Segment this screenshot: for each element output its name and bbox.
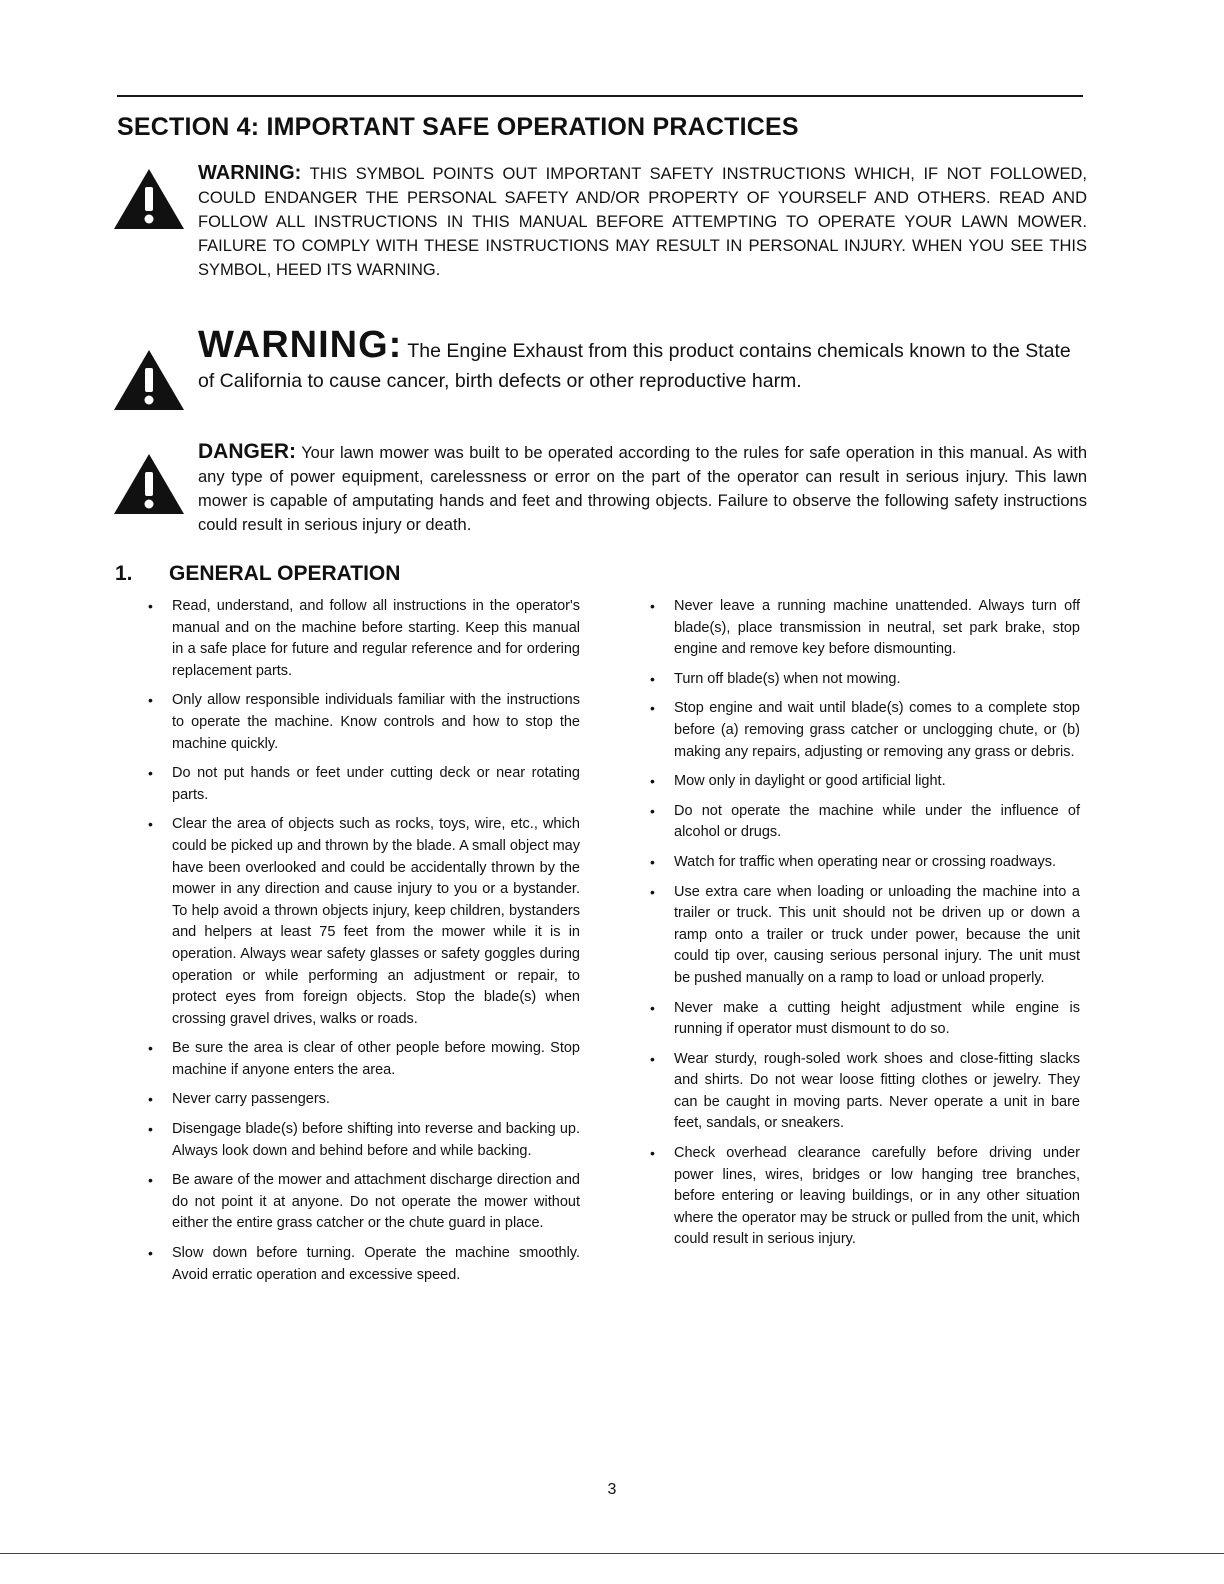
- list-item: [148, 1089, 580, 1111]
- list-item-text: Check overhead clearance carefully before driving under power lines, wires, bridges or low hanging tree branches, before entering or leaving buildings, or in any other situation where the operator may be struck or pulled from the unit, which could result in serious injury.: [674, 1145, 1080, 1248]
- bullet-icon: •: [148, 692, 153, 709]
- list-item: [650, 1143, 1080, 1251]
- list-item: [650, 698, 1080, 763]
- danger-alert: [112, 440, 1087, 537]
- bullet-icon: •: [148, 1121, 153, 1138]
- list-item-text: Disengage blade(s) before shifting into reverse and backing up. Always look down and behind before and while backing.: [172, 1121, 580, 1159]
- list-item: [650, 998, 1080, 1041]
- alert-text: [198, 440, 1087, 537]
- list-item: [148, 690, 580, 755]
- list-item: [650, 852, 1080, 874]
- bullet-icon: •: [148, 816, 153, 833]
- list-item-text: Be aware of the mower and attachment discharge direction and do not point it at anyone. Do not operate the mower without either the entire grass catcher or the chute guard in place.: [172, 1172, 580, 1232]
- bullet-icon: •: [650, 773, 655, 790]
- warning-triangle-icon: [112, 167, 186, 231]
- list-item-text: Only allow responsible individuals familiar with the instructions to operate the machine. Know controls and how to stop the machine quickly.: [172, 692, 580, 752]
- list-item-text: Clear the area of objects such as rocks, toys, wire, etc., which could be picked up and thrown by the blade. A small object may have been overlooked and could be accidentally thrown by the mower in any direction and cause injury to you or a bystander. To help avoid a thrown objects injury, keep children, bystanders and helpers at least 75 feet from the mower while it is in operation. Always wear safety glasses or safety goggles during operation or while performing an adjustment or repair, to protect eyes from foreign objects. Stop the blade(s) when crossing gravel drives, walks or roads.: [172, 816, 580, 1027]
- alert-text: [198, 161, 1087, 282]
- bullet-icon: •: [650, 700, 655, 717]
- list-item: [148, 1119, 580, 1162]
- alert-text: [198, 324, 1087, 396]
- page-number: 3: [607, 1481, 617, 1498]
- bullet-icon: •: [148, 1245, 153, 1262]
- bullet-icon: •: [650, 853, 655, 870]
- section-title: SECTION 4: IMPORTANT SAFE OPERATION PRACTICES: [117, 113, 799, 141]
- list-item: [650, 801, 1080, 844]
- list-item-text: Mow only in daylight or good artificial light.: [674, 773, 946, 790]
- bullet-icon: •: [650, 598, 655, 614]
- left-column-list: [148, 596, 580, 1294]
- bullet-icon: •: [650, 883, 655, 900]
- alert-label: WARNING:: [198, 324, 403, 366]
- alert-body: Your lawn mower was built to be operated according to the rules for safe operation in this manual. As with any type of power equipment, carelessness or error on the part of the operator can result in serious injury. This lawn mower is capable of amputating hands and feet and throwing objects. Failure to observe the following safety instructions could result in serious injury or death.: [198, 444, 1087, 534]
- list-item: [148, 1170, 580, 1235]
- list-item: [148, 814, 580, 1030]
- list-item-text: Never carry passengers.: [172, 1091, 330, 1108]
- warning-triangle-icon: [112, 452, 186, 516]
- warning-triangle-icon: [112, 348, 186, 412]
- bullet-icon: •: [650, 1050, 655, 1067]
- bullet-icon: •: [650, 802, 655, 819]
- bullet-icon: •: [148, 598, 153, 614]
- list-item-text: Slow down before turning. Operate the machine smoothly. Avoid erratic operation and excessive speed.: [172, 1245, 580, 1283]
- list-item-text: Use extra care when loading or unloading the machine into a trailer or truck. This unit should not be driven up or down a ramp onto a trailer or truck under power, because the unit could tip over, causing serious personal injury. The unit must be pushed manually on a ramp to load or unload properly.: [674, 883, 1080, 986]
- list-item-text: Be sure the area is clear of other people before mowing. Stop machine if anyone enters the area.: [172, 1040, 580, 1078]
- list-item-text: Never leave a running machine unattended. Always turn off blade(s), place transmission in neutral, set park brake, stop engine and remove key before dismounting.: [674, 598, 1080, 658]
- list-item: [650, 882, 1080, 990]
- list-item: [148, 763, 580, 806]
- general-operation-heading: [115, 562, 400, 586]
- bullet-icon: •: [148, 1091, 153, 1108]
- list-item: [650, 771, 1080, 793]
- list-item: [650, 1049, 1080, 1135]
- list-item-text: Wear sturdy, rough-soled work shoes and close-fitting slacks and shirts. Do not wear loose fitting clothes or jewelry. They can be caught in moving parts. Never operate a unit in bare feet, sandals, or sneakers.: [674, 1050, 1080, 1132]
- list-item: [148, 1243, 580, 1286]
- list-item-text: Stop engine and wait until blade(s) comes to a complete stop before (a) removing grass catcher or unclogging chute, or (b) making any repairs, adjusting or removing any grass or debris.: [674, 700, 1080, 760]
- bullet-icon: •: [650, 999, 655, 1016]
- bottom-rule: [0, 1553, 1224, 1554]
- list-item-text: Do not put hands or feet under cutting deck or near rotating parts.: [172, 765, 580, 803]
- warning-california-alert: [112, 324, 1087, 396]
- list-item: [148, 596, 580, 682]
- alert-label: WARNING:: [198, 162, 302, 184]
- list-item: [650, 669, 1080, 691]
- list-item-text: Do not operate the machine while under the influence of alcohol or drugs.: [674, 802, 1080, 841]
- list-item-text: Turn off blade(s) when not mowing.: [674, 670, 901, 687]
- bullet-icon: •: [148, 1040, 153, 1057]
- list-item: [650, 596, 1080, 661]
- heading-text: GENERAL OPERATION: [169, 562, 401, 585]
- list-item-text: Watch for traffic when operating near or crossing roadways.: [674, 853, 1057, 870]
- alert-body: THIS SYMBOL POINTS OUT IMPORTANT SAFETY INSTRUCTIONS WHICH, IF NOT FOLLOWED, COULD ENDANGER THE PERSONAL SAFETY AND/OR PROPERTY OF YOURSELF AND OTHERS. READ AND FOLLOW ALL INSTRUCTIONS IN THIS MANUAL BEFORE ATTEMPTING TO OPERATE YOUR LAWN MOWER. FAILURE TO COMPLY WITH THESE INSTRUCTIONS MAY RESULT IN PERSONAL INJURY. WHEN YOU SEE THIS SYMBOL, HEED ITS WARNING.: [198, 165, 1087, 279]
- list-item-text: Never make a cutting height adjustment while engine is running if operator must dismount to do so.: [674, 999, 1080, 1038]
- right-column-list: [650, 596, 1080, 1259]
- heading-number: 1.: [115, 562, 133, 585]
- list-item: [148, 1038, 580, 1081]
- warning-safety-alert: [112, 161, 1087, 282]
- bullet-icon: •: [148, 765, 153, 782]
- bullet-icon: •: [650, 670, 655, 687]
- alert-body: The Engine Exhaust from this product contains chemicals known to the State of California to cause cancer, birth defects or other reproductive harm.: [198, 340, 1071, 392]
- bullet-icon: •: [650, 1145, 655, 1162]
- bullet-icon: •: [148, 1172, 153, 1189]
- alert-label: DANGER:: [198, 440, 296, 463]
- list-item-text: Read, understand, and follow all instructions in the operator's manual and on the machine before starting. Keep this manual in a safe place for future and regular reference and for ordering replacement parts.: [172, 598, 580, 679]
- top-rule: [117, 95, 1083, 97]
